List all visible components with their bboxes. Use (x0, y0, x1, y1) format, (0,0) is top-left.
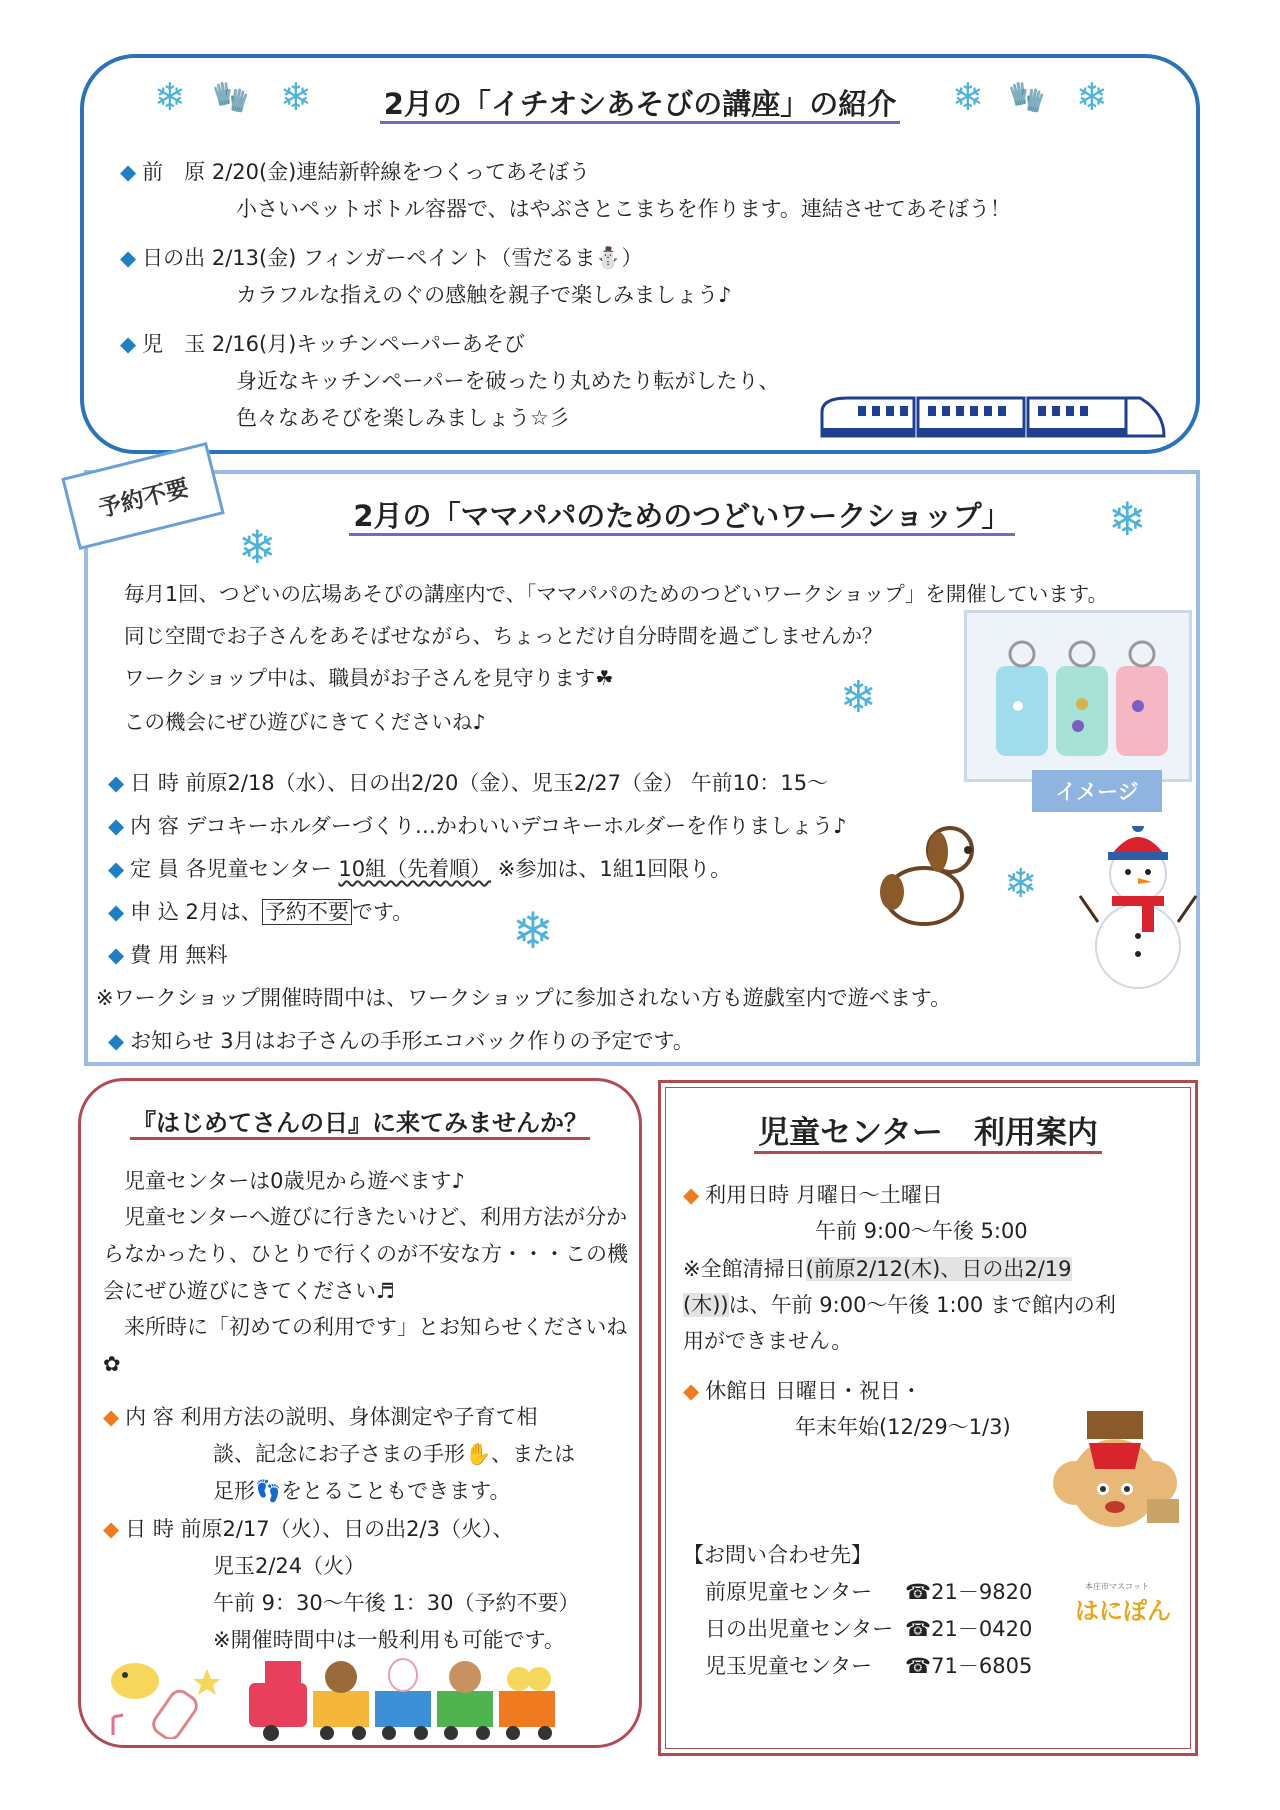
diamond-bullet-icon: ◆ (108, 943, 125, 967)
paragraph: 児童センターへ遊びに行きたいけど、利用方法が分からなかったり、ひとりで行くのが不安な方・・・この機会にぜひ遊びにきてください♬ (103, 1205, 628, 1303)
mascot-caption: 本庄市マスコット (1085, 1582, 1149, 1591)
lecture-item-hinode: ◆ 日の出 2/13(金) フィンガーペイント（雪だるま⛄） カラフルな指えのぐの感触を親子で楽しみましょう♪ (120, 246, 732, 307)
closed-day-info: ◆ 休館日 日曜日・祝日・ 年末年始(12/29～1/3) (683, 1379, 1011, 1439)
contact-title: 【お問い合わせ先】 (683, 1543, 872, 1567)
diamond-bullet-icon: ◆ (108, 900, 125, 924)
intro-line: ワークショップ中は、職員がお子さんを見守ります☘ (124, 666, 614, 690)
workshop-notice: ◆ お知らせ 3月はお子さんの手形エコバック作りの予定です。 (108, 1029, 694, 1053)
diamond-bullet-icon: ◆ (108, 857, 125, 881)
workshop-content: ◆ 内 容 デコキーホルダーづくり…かわいいデコキーホルダーを作りましょう♪ (108, 814, 847, 838)
dog-illustration (868, 820, 980, 930)
snowman-illustration (1078, 826, 1198, 996)
contact-row: 日の出児童センター ☎21－0420 (705, 1617, 1033, 1641)
section-title: 2月の「イチオシあそびの講座」の紹介 (84, 82, 1196, 123)
diamond-bullet-icon: ◆ (683, 1379, 700, 1403)
intro-line: 同じ空間でお子さんをあそばせながら、ちょっとだけ自分時間を過ごしませんか？ (124, 624, 883, 648)
diamond-bullet-icon: ◆ (103, 1517, 120, 1541)
mittens-icon: 🧤 (212, 80, 250, 115)
baby-items-illustration (97, 1639, 227, 1739)
first-visit-date: ◆ 日 時 前原2/17（火）、日の出2/3（火）、 児玉2/24（火） 午前 9：30～午後 1：30（予約不要） ※開催時間中は一般利用も可能です。 (103, 1517, 580, 1652)
diamond-bullet-icon: ◆ (120, 332, 137, 356)
contact-row: 前原児童センター ☎21－9820 (705, 1580, 1033, 1604)
paragraph: 児童センターは0歳児から遊べます♪ (103, 1169, 465, 1193)
snowflake-icon: ❄ (512, 902, 554, 960)
snowflake-icon: ❄ (1004, 861, 1038, 907)
lecture-item-maebara: ◆ 前 原 2/20(金)連結新幹線をつくってあそぼう 小さいペットボトル容器で、はやぶさとこまちを作ります。連結させてあそぼう！ (120, 160, 1011, 221)
bullet-train-illustration (818, 390, 1168, 442)
workshop-date: ◆ 日 時 前原2/18（水）、日の出2/20（金）、児玉2/27（金） 午前10：15～ (108, 771, 829, 795)
first-visit-content: ◆ 内 容 利用方法の説明、身体測定や子育て相 談、記念にお子さまの手形✋、または 足形👣をとることもできます。 (103, 1405, 576, 1503)
mittens-icon: 🧤 (1008, 80, 1046, 115)
diamond-bullet-icon: ◆ (120, 246, 137, 270)
keyholder-image (978, 626, 1178, 766)
first-visit-section (78, 1078, 642, 1748)
keyholder-photo (964, 610, 1192, 782)
diamond-bullet-icon: ◆ (108, 1029, 125, 1053)
section-title: 2月の「ママパパのためのつどいワークショップ」 (268, 494, 1096, 535)
diamond-bullet-icon: ◆ (120, 160, 137, 184)
contact-list (683, 1537, 1032, 1685)
workshop-capacity: ◆ 定 員 各児童センター 10組（先着順） ※参加は、1組1回限り。 (108, 857, 732, 881)
no-reservation-stamp: 予約不要 (61, 442, 224, 550)
intro-line: 毎月1回、つどいの広場あそびの講座内で、「ママパパのためのつどいワークショップ」を開催しています。 (124, 582, 1109, 606)
contact-row: 児玉児童センター ☎71－6805 (705, 1654, 1033, 1678)
lecture-intro-section (80, 54, 1200, 454)
snowflake-icon: ❄ (1076, 75, 1108, 119)
snowflake-icon: ❄ (238, 520, 277, 574)
photo-caption: イメージ (1032, 770, 1162, 812)
section-title: 『はじめてさんの日』に来てみませんか？ (81, 1103, 639, 1138)
snowflake-icon: ❄ (280, 75, 312, 119)
mascot-name: はにぽん (1075, 1597, 1171, 1625)
lecture-item-kodama: ◆ 児 玉 2/16(月)キッチンペーパーあそび 身近なキッチンペーパーを破ったり丸めたり転がしたり、 色々なあそびを楽しみましょう☆彡 (120, 332, 780, 430)
hours-info: ◆ 利用日時 月曜日～土曜日 午前 9:00～午後 5:00 (683, 1183, 1028, 1243)
workshop-fee: ◆ 費 用 無料 (108, 943, 228, 967)
snowflake-icon: ❄ (1108, 492, 1147, 546)
workshop-note: ※ワークショップ開催時間中は、ワークショップに参加されない方も遊戯室内で遊べます。 (96, 986, 952, 1010)
haniwa-mascot-illustration (1045, 1409, 1185, 1549)
cleaning-day-info: ※全館清掃日(前原2/12(木)、日の出2/19 (木))は、午前 9:00～午後 1:00 まで館内の利 用ができません。 (683, 1257, 1116, 1353)
diamond-bullet-icon: ◆ (103, 1405, 120, 1429)
usage-guide-section (658, 1080, 1198, 1756)
intro-line: この機会にぜひ遊びにきてくださいね♪ (124, 710, 486, 734)
snowflake-icon: ❄ (952, 75, 984, 119)
animal-train-illustration (247, 1647, 587, 1743)
paragraph: 来所時に「初めての利用です」とお知らせくださいね✿ (103, 1315, 628, 1376)
diamond-bullet-icon: ◆ (683, 1183, 700, 1207)
snowflake-icon: ❄ (154, 75, 186, 119)
workshop-apply: ◆ 申 込 2月は、 予約不要 です。 (108, 900, 414, 924)
diamond-bullet-icon: ◆ (108, 771, 125, 795)
section-title: 児童センター 利用案内 (661, 1107, 1195, 1152)
workshop-section (84, 470, 1200, 1066)
diamond-bullet-icon: ◆ (108, 814, 125, 838)
snowflake-icon: ❄ (840, 672, 877, 723)
